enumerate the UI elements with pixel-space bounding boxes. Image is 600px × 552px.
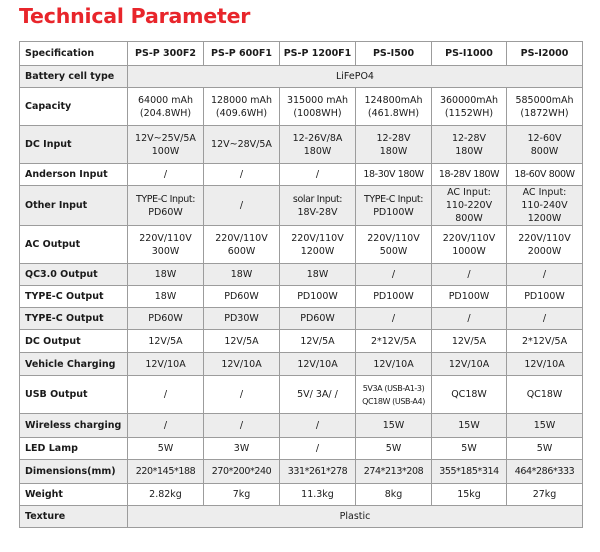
spec-cell xyxy=(507,484,583,506)
spec-cell xyxy=(432,286,507,308)
spec-cell xyxy=(128,376,204,414)
spec-cell xyxy=(356,330,432,353)
cell-line: 220V/110V xyxy=(518,232,571,244)
cell-line: 600W xyxy=(227,245,256,257)
cell-line: 800W xyxy=(455,213,483,224)
cell-line: AC Input: xyxy=(447,187,491,198)
row-label: TYPE-C Output xyxy=(20,286,128,308)
spec-cell xyxy=(128,308,204,330)
spec-cell xyxy=(356,126,432,164)
spec-cell xyxy=(507,126,583,164)
cell-line: 355*185*314 xyxy=(439,466,499,477)
cell-line: / xyxy=(239,420,244,431)
spec-cell xyxy=(507,330,583,353)
spec-cell xyxy=(204,286,280,308)
cell-line: 5W xyxy=(385,443,402,454)
spec-cell xyxy=(432,484,507,506)
spec-cell xyxy=(356,226,432,264)
cell-line: 1000W xyxy=(452,245,486,257)
cell-line: 1200W xyxy=(300,245,335,257)
spec-cell xyxy=(507,376,583,414)
cell-line: 220V/110V xyxy=(215,232,268,244)
cell-line: 7kg xyxy=(232,489,251,500)
spec-cell xyxy=(128,126,204,164)
spec-cell xyxy=(204,226,280,264)
cell-line: 12V/10A xyxy=(145,358,186,370)
spec-cell xyxy=(356,484,432,506)
spec-cell xyxy=(280,438,356,460)
spec-cell xyxy=(204,376,280,414)
table-row xyxy=(20,353,583,376)
cell-line: QC18W xyxy=(451,389,487,400)
cell-line: 12-60V xyxy=(527,132,562,144)
spec-cell xyxy=(507,88,583,126)
cell-line: 12V/10A xyxy=(221,358,262,370)
cell-line: / xyxy=(315,443,320,454)
spec-cell xyxy=(128,226,204,264)
header-row xyxy=(20,42,583,66)
cell-line: 18W xyxy=(306,269,329,280)
cell-line: (409.6WH) xyxy=(215,107,268,119)
cell-line: 12-26V/8A xyxy=(292,132,343,144)
spec-cell xyxy=(204,308,280,330)
table-row xyxy=(20,126,583,164)
spec-cell xyxy=(204,88,280,126)
spec-cell xyxy=(128,186,204,226)
cell-line: 15W xyxy=(533,420,556,431)
table-row xyxy=(20,414,583,438)
spec-cell xyxy=(128,264,204,286)
cell-line: 585000mAh xyxy=(515,94,574,106)
row-label: Anderson Input xyxy=(20,164,128,186)
spec-cell xyxy=(280,484,356,506)
spec-cell xyxy=(356,308,432,330)
spec-cell xyxy=(507,460,583,484)
spec-cell xyxy=(507,414,583,438)
spec-cell xyxy=(356,186,432,226)
cell-line: 12V/5A xyxy=(451,335,487,347)
spec-cell: Plastic xyxy=(128,506,583,528)
spec-cell xyxy=(432,414,507,438)
cell-line: PD60W xyxy=(224,291,259,302)
row-label: Wireless charging xyxy=(20,414,128,438)
cell-line: 1200W xyxy=(527,213,562,224)
cell-line: 12V/10A xyxy=(524,358,565,370)
spec-cell xyxy=(432,164,507,186)
cell-line: 12V~25V/5A xyxy=(135,132,196,144)
cell-line: 27kg xyxy=(532,489,557,500)
spec-cell xyxy=(128,438,204,460)
header-model-ps-p-1200f1: PS-P 1200F1 xyxy=(280,42,356,66)
spec-cell xyxy=(432,460,507,484)
spec-cell xyxy=(280,226,356,264)
table-row xyxy=(20,376,583,414)
row-label: AC Output xyxy=(20,226,128,264)
cell-line: 331*261*278 xyxy=(287,466,348,477)
cell-line: 18W xyxy=(154,269,177,280)
cell-line: / xyxy=(163,420,168,431)
spec-cell xyxy=(432,186,507,226)
cell-line: TYPE-C Input: xyxy=(135,193,196,205)
cell-line: / xyxy=(315,169,320,180)
spec-cell xyxy=(128,164,204,186)
cell-line: AC Input: xyxy=(522,187,567,198)
spec-cell xyxy=(507,308,583,330)
cell-line: / xyxy=(239,169,244,180)
table-row xyxy=(20,484,583,506)
cell-line: 18W xyxy=(154,291,177,302)
spec-cell xyxy=(128,286,204,308)
row-label: Capacity xyxy=(20,88,128,126)
spec-cell xyxy=(507,286,583,308)
table-row xyxy=(20,88,583,126)
spec-cell xyxy=(507,438,583,460)
spec-cell xyxy=(507,226,583,264)
cell-line: 110-220V xyxy=(445,200,493,211)
header-model-ps-i1000: PS-I1000 xyxy=(432,42,507,66)
cell-line: PD100W xyxy=(448,291,490,302)
cell-line: 12-28V xyxy=(451,132,487,144)
cell-line: 5V/ 3A/ / xyxy=(297,389,338,400)
row-label: DC Input xyxy=(20,126,128,164)
spec-cell xyxy=(507,164,583,186)
table-row xyxy=(20,506,583,528)
row-label: Texture xyxy=(20,506,128,528)
row-label: Battery cell type xyxy=(20,66,128,88)
spec-cell xyxy=(280,353,356,376)
row-label: Dimensions(mm) xyxy=(20,460,128,484)
table-row xyxy=(20,264,583,286)
spec-cell xyxy=(280,414,356,438)
spec-cell xyxy=(128,414,204,438)
spec-cell xyxy=(204,186,280,226)
cell-line: 274*213*208 xyxy=(363,466,424,477)
cell-line: (1008WH) xyxy=(293,107,342,119)
spec-cell xyxy=(432,126,507,164)
cell-line: 180W xyxy=(455,145,483,157)
cell-line: QC18W (USB-A4) xyxy=(362,396,425,406)
cell-line: PD60W xyxy=(300,313,335,324)
cell-line: 220V/110V xyxy=(139,232,192,244)
cell-line: 12V/10A xyxy=(373,358,414,370)
header-model-ps-p-300f2: PS-P 300F2 xyxy=(128,42,204,66)
cell-line: PD100W xyxy=(297,291,338,302)
spec-cell xyxy=(204,330,280,353)
cell-line: 315000 mAh xyxy=(286,94,349,106)
spec-cell xyxy=(356,88,432,126)
spec-table xyxy=(19,41,583,528)
cell-line: 15W xyxy=(458,420,480,431)
cell-line: 100W xyxy=(151,145,180,157)
cell-line: PD30W xyxy=(224,313,259,324)
spec-cell xyxy=(356,353,432,376)
cell-line: 270*200*240 xyxy=(211,466,272,477)
cell-line: 180W xyxy=(379,145,408,157)
spec-cell xyxy=(280,376,356,414)
cell-line: 300W xyxy=(151,245,180,257)
cell-line: 2*12V/5A xyxy=(521,335,568,347)
row-label: USB Output xyxy=(20,376,128,414)
cell-line: 180W xyxy=(303,145,332,157)
cell-line: QC18W xyxy=(526,389,563,400)
cell-line: 12-28V xyxy=(376,132,411,144)
row-label: Other Input xyxy=(20,186,128,226)
spec-cell xyxy=(280,186,356,226)
table-row xyxy=(20,330,583,353)
cell-line: 18-28V 180W xyxy=(438,169,500,180)
spec-cell xyxy=(204,484,280,506)
spec-cell xyxy=(356,376,432,414)
header-model-ps-i500: PS-I500 xyxy=(356,42,432,66)
cell-line: (1152WH) xyxy=(444,107,494,119)
cell-line: 220V/110V xyxy=(367,232,420,244)
cell-line: 12V~28V/5A xyxy=(211,139,272,150)
spec-cell xyxy=(432,308,507,330)
cell-line: 18W xyxy=(230,269,253,280)
cell-line: 12V/10A xyxy=(297,358,338,370)
spec-cell xyxy=(432,226,507,264)
cell-line: 12V/5A xyxy=(300,335,335,347)
cell-line: / xyxy=(315,420,320,431)
spec-cell xyxy=(128,353,204,376)
cell-line: PD100W xyxy=(373,291,414,302)
cell-line: 2.82kg xyxy=(149,489,182,500)
cell-line: / xyxy=(391,313,396,324)
cell-line: PD100W xyxy=(373,206,414,218)
spec-cell xyxy=(128,88,204,126)
cell-line: / xyxy=(239,389,244,400)
spec-cell xyxy=(204,460,280,484)
row-label: Weight xyxy=(20,484,128,506)
cell-line: TYPE-C Input: xyxy=(363,193,424,205)
header-model-ps-i2000: PS-I2000 xyxy=(507,42,583,66)
cell-line: 800W xyxy=(530,145,559,157)
cell-line: 464*286*333 xyxy=(514,466,575,477)
header-specification: Specification xyxy=(20,42,128,66)
cell-line: (1872WH) xyxy=(520,107,569,119)
cell-line: (204.8WH) xyxy=(139,107,192,119)
row-label: LED Lamp xyxy=(20,438,128,460)
cell-line: 220V/110V xyxy=(442,232,496,244)
spec-cell xyxy=(356,460,432,484)
cell-line: 5W xyxy=(536,443,553,454)
spec-cell xyxy=(356,164,432,186)
spec-cell xyxy=(204,264,280,286)
spec-cell xyxy=(432,330,507,353)
row-label: TYPE-C Output xyxy=(20,308,128,330)
cell-line: (461.8WH) xyxy=(367,107,420,119)
spec-cell xyxy=(280,164,356,186)
spec-cell xyxy=(280,308,356,330)
spec-cell xyxy=(204,414,280,438)
spec-cell xyxy=(204,353,280,376)
spec-cell xyxy=(507,264,583,286)
cell-line: 18V-28V xyxy=(297,206,338,218)
cell-line: PD60W xyxy=(148,313,183,324)
cell-line: 128000 mAh xyxy=(210,94,273,106)
cell-line: 12V/5A xyxy=(148,335,183,347)
row-label: DC Output xyxy=(20,330,128,353)
cell-line: / xyxy=(542,313,547,324)
spec-cell xyxy=(432,353,507,376)
cell-line: 12V/5A xyxy=(224,335,259,347)
cell-line: / xyxy=(467,269,471,280)
cell-line: 3W xyxy=(233,443,250,454)
spec-cell xyxy=(432,264,507,286)
header-model-ps-p-600f1: PS-P 600F1 xyxy=(204,42,280,66)
cell-line: / xyxy=(467,313,471,324)
spec-cell xyxy=(204,126,280,164)
spec-cell xyxy=(507,186,583,226)
cell-line: 11.3kg xyxy=(301,489,334,500)
table-row xyxy=(20,286,583,308)
spec-cell xyxy=(432,88,507,126)
spec-cell xyxy=(356,286,432,308)
spec-cell xyxy=(280,460,356,484)
table-row xyxy=(20,186,583,226)
cell-line: / xyxy=(391,269,396,280)
cell-line: / xyxy=(163,169,168,180)
spec-cell xyxy=(280,126,356,164)
spec-cell xyxy=(356,414,432,438)
row-label: Vehicle Charging xyxy=(20,353,128,376)
table-row xyxy=(20,308,583,330)
table-row xyxy=(20,226,583,264)
cell-line: 64000 mAh xyxy=(137,94,193,106)
cell-line: 18-30V 180W xyxy=(363,169,424,180)
cell-line: 18-60V 800W xyxy=(514,169,575,180)
cell-line: 2000W xyxy=(527,245,562,257)
table-row xyxy=(20,460,583,484)
table-row xyxy=(20,66,583,88)
spec-cell xyxy=(280,286,356,308)
spec-cell xyxy=(280,88,356,126)
spec-cell xyxy=(356,264,432,286)
table-row xyxy=(20,164,583,186)
cell-line: 5W xyxy=(461,443,477,454)
cell-line: 15kg xyxy=(457,489,481,500)
cell-line: 5V3A (USB-A1-3) xyxy=(362,383,425,393)
row-label: QC3.0 Output xyxy=(20,264,128,286)
cell-line: 124800mAh xyxy=(364,94,423,106)
table-row xyxy=(20,438,583,460)
cell-line: 220V/110V xyxy=(291,232,344,244)
spec-cell xyxy=(204,438,280,460)
spec-cell xyxy=(507,353,583,376)
cell-line: 110-240V xyxy=(521,200,568,211)
cell-line: 2*12V/5A xyxy=(370,335,417,347)
spec-cell xyxy=(356,438,432,460)
page-title: Technical Parameter xyxy=(19,4,251,28)
spec-cell xyxy=(128,460,204,484)
cell-line: PD60W xyxy=(148,206,183,218)
cell-line: 220*145*188 xyxy=(135,466,196,477)
spec-cell xyxy=(128,330,204,353)
spec-cell xyxy=(280,264,356,286)
cell-line: 360000mAh xyxy=(439,94,499,106)
spec-cell xyxy=(432,438,507,460)
cell-line: 5W xyxy=(157,443,174,454)
spec-cell xyxy=(128,484,204,506)
spec-cell: LiFePO4 xyxy=(128,66,583,88)
cell-line: / xyxy=(239,200,244,211)
cell-line: PD100W xyxy=(524,291,565,302)
spec-cell xyxy=(280,330,356,353)
spec-cell xyxy=(432,376,507,414)
cell-line: 8kg xyxy=(384,489,403,500)
cell-line: 12V/10A xyxy=(448,358,490,370)
cell-line: 15W xyxy=(382,420,405,431)
spec-cell xyxy=(204,164,280,186)
cell-line: / xyxy=(542,269,547,280)
cell-line: solar Input: xyxy=(292,193,343,205)
cell-line: 500W xyxy=(379,245,408,257)
cell-line: / xyxy=(163,389,168,400)
